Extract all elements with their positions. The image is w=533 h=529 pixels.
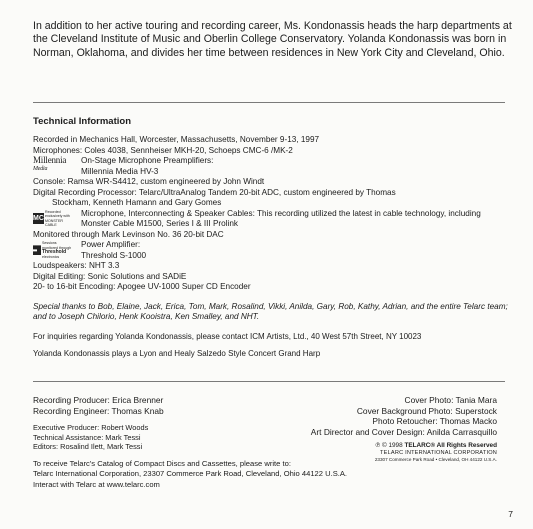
microphones-line: Microphones: Coles 4038, Sennheiser MKH-20, Schoeps CMC-6 /MK-2 bbox=[33, 145, 293, 155]
inquiries-line: For inquiries regarding Yolanda Kondonassis, please contact ICM Artists, Ltd., 40 West 57th Street, NY 10023 bbox=[33, 331, 422, 341]
executive-producer: Executive Producer: Robert Woods bbox=[33, 423, 149, 432]
millennia-logo bbox=[33, 156, 73, 173]
recording-producer: Recording Producer: Erica Brenner bbox=[33, 395, 164, 405]
cables-line: Microphone, Interconnecting & Speaker Cables: This recording utilized the latest in cable technology, including Monster Cable M1500, Series I & III Prolink bbox=[81, 208, 481, 228]
intro-paragraph: In addition to her active touring and recording career, Ms. Kondonassis heads the harp departments at the Cleveland Institute of Music and Oberlin College Conservatory. Yolanda Kondonassis was born in Norman, Oklahoma, and divides her time between residences in New York City and Cleveland, Ohio. bbox=[33, 20, 512, 59]
catalog-info bbox=[33, 459, 453, 490]
divider-top bbox=[33, 102, 505, 103]
technical-info bbox=[33, 135, 509, 359]
credits-left bbox=[33, 395, 273, 452]
preamp-row bbox=[33, 156, 509, 177]
threshold-logo-mark bbox=[33, 245, 41, 255]
cover-photo-credit: Cover Photo: Tania Mara bbox=[404, 395, 497, 405]
loudspeakers-line: Loudspeakers: NHT 3.3 bbox=[33, 261, 120, 270]
editing-line: Digital Editing: Sonic Solutions and SADiE bbox=[33, 271, 187, 281]
millennia-logo-sub: Media bbox=[33, 166, 48, 172]
telarc-corporation: TELARC INTERNATIONAL CORPORATION bbox=[380, 450, 497, 456]
processor-line: Digital Recording Processor: Telarc/UltraAnalog Tandem 20-bit ADC, custom engineered by Thomas bbox=[33, 187, 396, 197]
catalog-line-3: Interact with Telarc at www.telarc.com bbox=[33, 479, 160, 489]
technical-assistance: Technical Assistance: Mark Tessi bbox=[33, 432, 141, 442]
threshold-logo-name: Threshold bbox=[42, 249, 67, 256]
cables-row bbox=[33, 209, 509, 230]
recording-engineer: Recording Engineer: Thomas Knab bbox=[33, 405, 164, 416]
credits-right bbox=[257, 395, 497, 437]
page-number: 7 bbox=[508, 509, 513, 519]
catalog-line-1: To receive Telarc's Catalog of Compact Discs and Cassettes, please write to: bbox=[33, 459, 291, 468]
recorded-line: Recorded in Mechanics Hall, Worcester, Massachusetts, November 9-13, 1997 bbox=[33, 135, 320, 144]
catalog-line-2: Telarc International Corporation, 23307 Commerce Park Road, Cleveland, Ohio 44122 U.S.A. bbox=[33, 469, 348, 479]
monster-cable-mark: MC bbox=[33, 215, 44, 223]
telarc-address: 23307 Commerce Park Road • Cleveland, OH 44122 U.S.A. bbox=[374, 456, 497, 462]
encoding-line: 20- to 16-bit Encoding: Apogee UV-1000 Super CD Encoder bbox=[33, 282, 251, 291]
special-thanks: Special thanks to Bob, Elaine, Jack, Erica, Tom, Mark, Rosalind, Vikki, Anilda, Gary, Rob, Kathy, Adrian, and the entire Telarc team; and to Joseph Chilorio, Henk Kooistra, Ken Smalley, and NHT. bbox=[33, 301, 508, 321]
amplifier-row bbox=[33, 240, 509, 261]
threshold-logo-sub: electronics bbox=[42, 255, 60, 260]
console-line: Console: Ramsa WR-S4412, custom engineered by John Windt bbox=[33, 177, 265, 186]
divider-bottom bbox=[33, 381, 505, 382]
background-photo-credit: Cover Background Photo: Superstock bbox=[356, 405, 497, 416]
amplifier-label: Power Amplifier: bbox=[81, 240, 141, 249]
copyright-symbols: ℗ © 1998 bbox=[375, 442, 403, 449]
harp-line: Yolanda Kondonassis plays a Lyon and Healy Salzedo Style Concert Grand Harp bbox=[33, 348, 321, 358]
section-title: Technical Information bbox=[33, 116, 132, 127]
monster-cable-logo-text: Recorded exclusively with MONSTER CABLE bbox=[45, 209, 70, 228]
monster-cable-logo bbox=[33, 210, 73, 228]
preamp-model: Millennia Media HV-3 bbox=[81, 166, 159, 176]
millennia-logo-text: Millennia bbox=[33, 155, 67, 165]
preamp-label: On-Stage Microphone Preamplifiers: bbox=[81, 156, 214, 165]
threshold-logo-text: Sessions monitored through bbox=[42, 241, 72, 250]
retoucher-credit: Photo Retoucher: Thomas Macko bbox=[372, 416, 497, 426]
threshold-logo bbox=[33, 241, 73, 260]
art-director-credit: Art Director and Cover Design: Anilda Carrasquillo bbox=[310, 426, 497, 437]
editors: Editors: Rosalind Ilett, Mark Tessi bbox=[33, 442, 143, 452]
telarc-brand: TELARC® bbox=[404, 442, 436, 449]
processor-line-cont: Stockham, Kenneth Hamann and Gary Gomes bbox=[52, 198, 222, 207]
rights-reserved: All Rights Reserved bbox=[436, 442, 497, 449]
amplifier-model: Threshold S-1000 bbox=[81, 250, 147, 260]
monitored-line: Monitored through Mark Levinson No. 36 20-bit DAC bbox=[33, 229, 224, 239]
